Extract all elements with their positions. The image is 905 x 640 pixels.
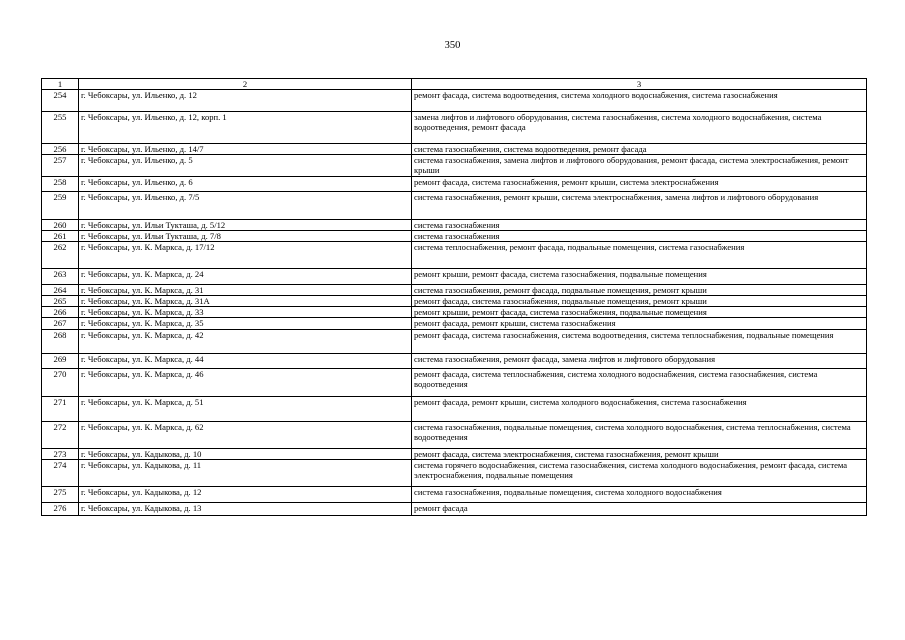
row-works: ремонт фасада, система газоснабжения, ремонт крыши, система электроснабжения [412, 177, 867, 192]
row-works: ремонт фасада [412, 503, 867, 516]
row-works: ремонт фасада, система теплоснабжения, система холодного водоснабжения, система газоснабжения, система водоотведения [412, 369, 867, 397]
row-number: 264 [42, 285, 79, 296]
table-row [42, 231, 867, 242]
table-row [42, 460, 867, 487]
row-works: система газоснабжения [412, 220, 867, 231]
row-works: система газоснабжения, ремонт фасада, замена лифтов и лифтового оборудования [412, 354, 867, 369]
row-works: система газоснабжения, ремонт крыши, система электроснабжения, замена лифтов и лифтового оборудования [412, 192, 867, 220]
row-address: г. Чебоксары, ул. Ильи Тукташа, д. 7/8 [79, 231, 412, 242]
row-address: г. Чебоксары, ул. Кадыкова, д. 11 [79, 460, 412, 487]
row-works: система газоснабжения, система водоотведения, ремонт фасада [412, 144, 867, 155]
table-row [42, 487, 867, 503]
row-address: г. Чебоксары, ул. Кадыкова, д. 13 [79, 503, 412, 516]
row-address: г. Чебоксары, ул. Кадыкова, д. 10 [79, 449, 412, 460]
row-works: ремонт фасада, система водоотведения, система холодного водоснабжения, система газоснабжения [412, 90, 867, 112]
row-number: 257 [42, 155, 79, 177]
table-row [42, 503, 867, 516]
row-address: г. Чебоксары, ул. Ильенко, д. 12 [79, 90, 412, 112]
table-row [42, 422, 867, 449]
row-address: г. Чебоксары, ул. Ильенко, д. 6 [79, 177, 412, 192]
row-address: г. Чебоксары, ул. Ильенко, д. 7/5 [79, 192, 412, 220]
row-address: г. Чебоксары, ул. К. Маркса, д. 24 [79, 269, 412, 285]
row-number: 269 [42, 354, 79, 369]
row-number: 268 [42, 330, 79, 354]
buildings-works-table [41, 78, 867, 516]
row-address: г. Чебоксары, ул. К. Маркса, д. 44 [79, 354, 412, 369]
row-number: 274 [42, 460, 79, 487]
row-number: 273 [42, 449, 79, 460]
row-address: г. Чебоксары, ул. К. Маркса, д. 31 [79, 285, 412, 296]
row-works: ремонт фасада, система газоснабжения, подвальные помещения, ремонт крыши [412, 296, 867, 307]
row-number: 260 [42, 220, 79, 231]
column-header-works: 3 [412, 79, 867, 90]
row-number: 254 [42, 90, 79, 112]
row-number: 256 [42, 144, 79, 155]
row-works: замена лифтов и лифтового оборудования, система газоснабжения, система холодного водоснабжения, система водоотведения, ремонт фасада [412, 112, 867, 144]
table-row [42, 242, 867, 269]
table-row [42, 307, 867, 318]
row-works: система газоснабжения, ремонт фасада, подвальные помещения, ремонт крыши [412, 285, 867, 296]
row-works: ремонт фасада, ремонт крыши, система холодного водоснабжения, система газоснабжения [412, 397, 867, 422]
row-works: ремонт крыши, ремонт фасада, система газоснабжения, подвальные помещения [412, 269, 867, 285]
row-works: система теплоснабжения, ремонт фасада, подвальные помещения, система газоснабжения [412, 242, 867, 269]
row-number: 255 [42, 112, 79, 144]
row-number: 266 [42, 307, 79, 318]
row-works: ремонт фасада, система электроснабжения, система газоснабжения, ремонт крыши [412, 449, 867, 460]
row-address: г. Чебоксары, ул. К. Маркса, д. 42 [79, 330, 412, 354]
row-works: система газоснабжения, подвальные помещения, система холодного водоснабжения, система теплоснабжения, система водоотведения [412, 422, 867, 449]
table-row [42, 296, 867, 307]
table-row [42, 177, 867, 192]
row-number: 267 [42, 318, 79, 330]
row-number: 263 [42, 269, 79, 285]
row-address: г. Чебоксары, ул. К. Маркса, д. 51 [79, 397, 412, 422]
table-row [42, 285, 867, 296]
row-number: 270 [42, 369, 79, 397]
row-works: ремонт фасада, ремонт крыши, система газоснабжения [412, 318, 867, 330]
page-number: 350 [444, 40, 461, 51]
table-row [42, 397, 867, 422]
table-row [42, 144, 867, 155]
row-address: г. Чебоксары, ул. Ильенко, д. 12, корп. 1 [79, 112, 412, 144]
row-address: г. Чебоксары, ул. Кадыкова, д. 12 [79, 487, 412, 503]
table-row [42, 112, 867, 144]
table-row [42, 330, 867, 354]
table-header-row [42, 79, 867, 90]
row-number: 261 [42, 231, 79, 242]
row-address: г. Чебоксары, ул. Ильи Тукташа, д. 5/12 [79, 220, 412, 231]
row-address: г. Чебоксары, ул. Ильенко, д. 14/7 [79, 144, 412, 155]
row-number: 258 [42, 177, 79, 192]
table-row [42, 354, 867, 369]
row-address: г. Чебоксары, ул. К. Маркса, д. 31А [79, 296, 412, 307]
row-number: 265 [42, 296, 79, 307]
column-header-address: 2 [79, 79, 412, 90]
row-number: 276 [42, 503, 79, 516]
table-row [42, 220, 867, 231]
row-address: г. Чебоксары, ул. К. Маркса, д. 62 [79, 422, 412, 449]
table-row [42, 192, 867, 220]
row-number: 272 [42, 422, 79, 449]
row-works: система газоснабжения, подвальные помещения, система холодного водоснабжения [412, 487, 867, 503]
row-address: г. Чебоксары, ул. К. Маркса, д. 35 [79, 318, 412, 330]
row-works: ремонт крыши, ремонт фасада, система газоснабжения, подвальные помещения [412, 307, 867, 318]
table-row [42, 318, 867, 330]
row-address: г. Чебоксары, ул. Ильенко, д. 5 [79, 155, 412, 177]
row-works: система газоснабжения, замена лифтов и лифтового оборудования, ремонт фасада, система электроснабжения, ремонт крыши [412, 155, 867, 177]
row-works: ремонт фасада, система газоснабжения, система водоотведения, система теплоснабжения, подвальные помещения [412, 330, 867, 354]
row-number: 275 [42, 487, 79, 503]
row-works: система горячего водоснабжения, система газоснабжения, система холодного водоснабжения, ремонт фасада, система электроснабжения, подвальные помещения [412, 460, 867, 487]
row-address: г. Чебоксары, ул. К. Маркса, д. 46 [79, 369, 412, 397]
row-works: система газоснабжения [412, 231, 867, 242]
row-address: г. Чебоксары, ул. К. Маркса, д. 33 [79, 307, 412, 318]
row-address: г. Чебоксары, ул. К. Маркса, д. 17/12 [79, 242, 412, 269]
column-header-number: 1 [42, 79, 79, 90]
row-number: 259 [42, 192, 79, 220]
table-row [42, 449, 867, 460]
table-row [42, 90, 867, 112]
row-number: 271 [42, 397, 79, 422]
table-row [42, 369, 867, 397]
table-row [42, 155, 867, 177]
row-number: 262 [42, 242, 79, 269]
table-row [42, 269, 867, 285]
